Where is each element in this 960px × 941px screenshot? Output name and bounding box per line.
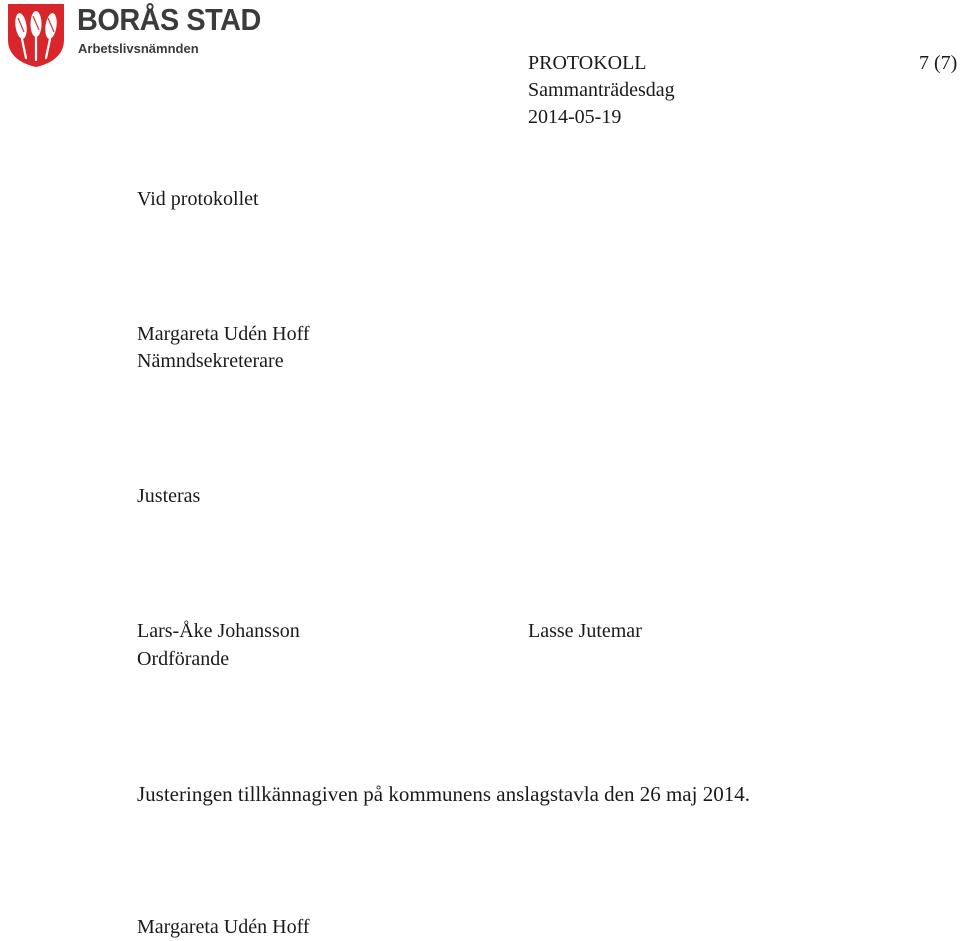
chair-name: Lars-Åke Johansson bbox=[137, 620, 300, 642]
meeting-label: Sammanträdesdag bbox=[528, 79, 675, 101]
chair-title: Ordförande bbox=[137, 648, 230, 670]
logo-name: BORÅS STAD bbox=[77, 2, 261, 37]
secretary-title: Nämndsekreterare bbox=[137, 350, 284, 372]
coat-of-arms-icon bbox=[6, 2, 66, 68]
adjuster-name: Lasse Jutemar bbox=[528, 620, 642, 642]
meeting-date: 2014-05-19 bbox=[528, 106, 622, 128]
vid-protokollet-label: Vid protokollet bbox=[137, 188, 259, 210]
document-type: PROTOKOLL bbox=[528, 52, 647, 74]
logo-subtitle: Arbetslivsnämnden bbox=[78, 41, 199, 56]
page-number: 7 (7) bbox=[919, 52, 958, 74]
certifier-name: Margareta Udén Hoff bbox=[137, 916, 310, 938]
boras-stad-logo bbox=[6, 2, 276, 70]
justeras-label: Justeras bbox=[137, 485, 201, 507]
secretary-name: Margareta Udén Hoff bbox=[137, 323, 310, 345]
announcement-text: Justeringen tillkännagiven på kommunens anslagstavla den 26 maj 2014. bbox=[137, 782, 750, 806]
